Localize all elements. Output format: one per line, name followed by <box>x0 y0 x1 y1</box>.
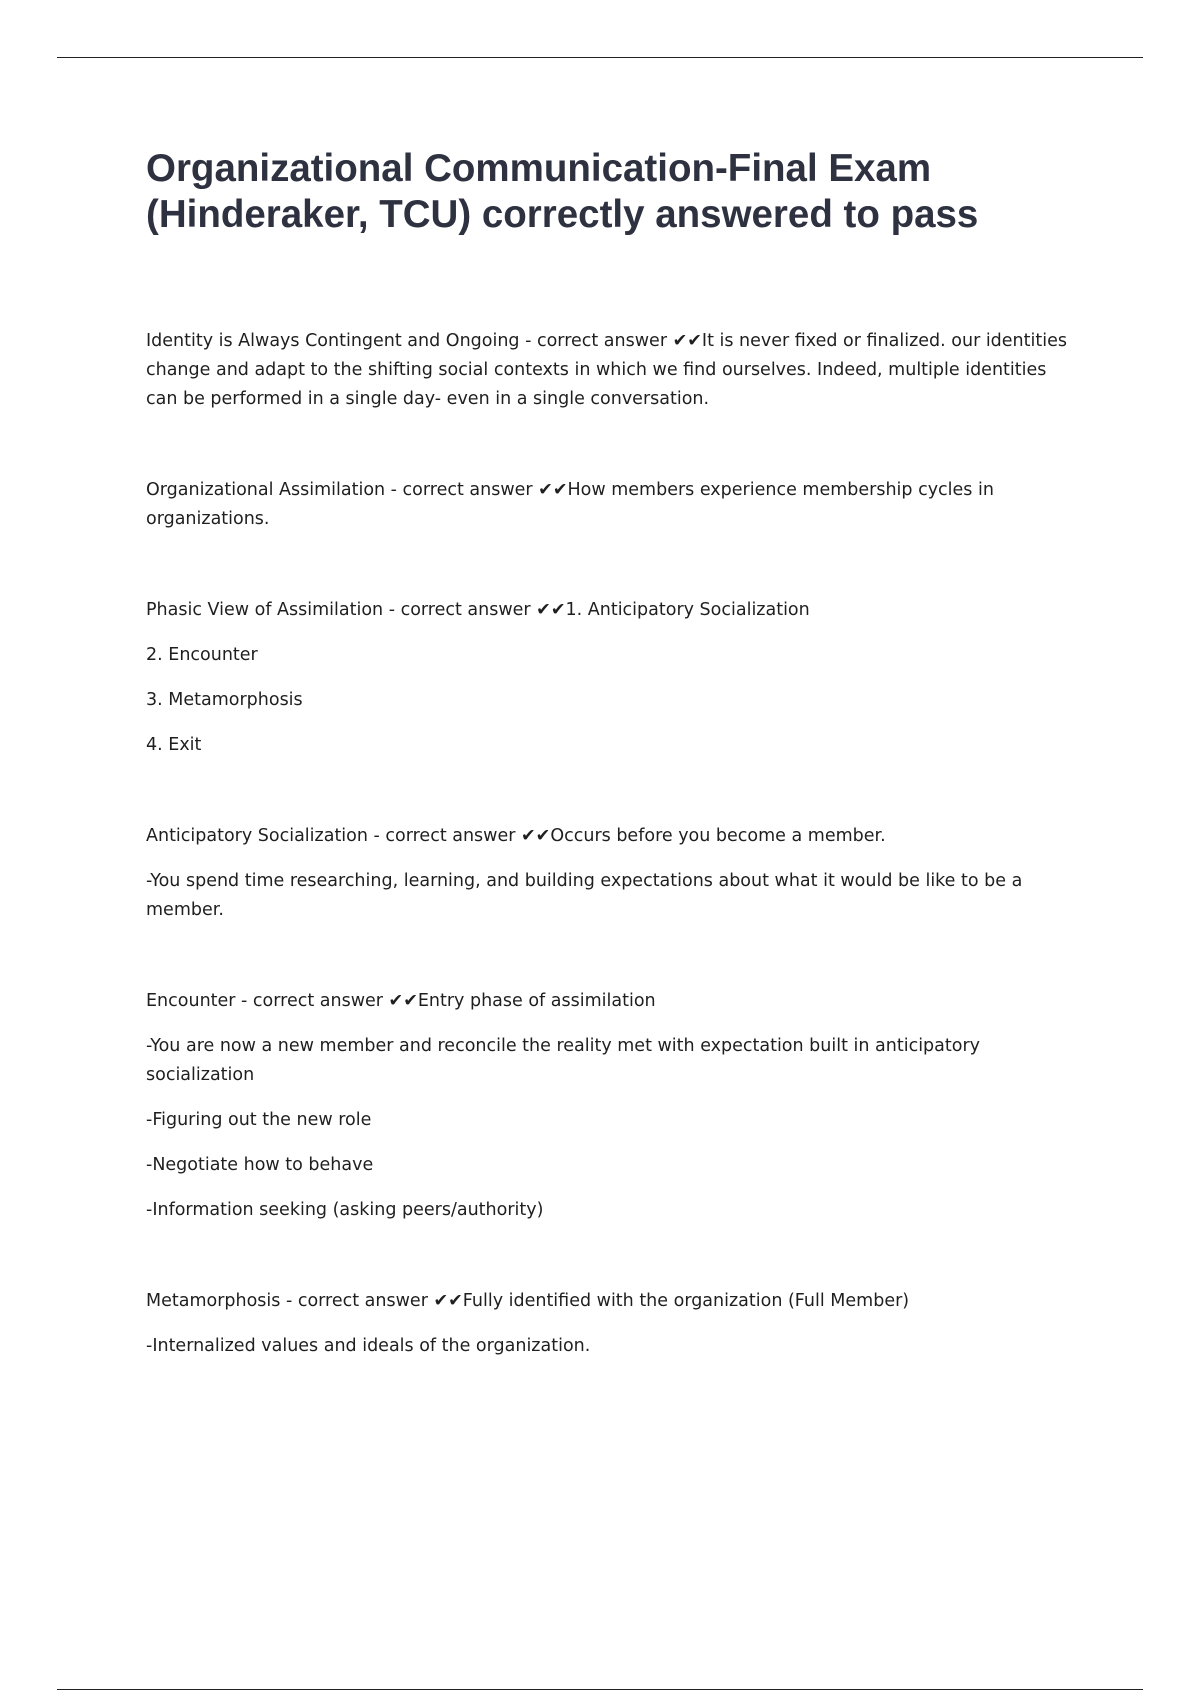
entry-phasic-view <box>146 596 1076 760</box>
entry-encounter <box>146 987 1076 1225</box>
entry-line: Identity is Always Contingent and Ongoing - correct answer ✔✔It is never fixed or finalized. our identities change and adapt to the shifting social contexts in which we find ourselves. Indeed, multiple identities can be performed in a single day- even in a single conversation. <box>146 331 1067 409</box>
entry-line: -You spend time researching, learning, and building expectations about what it would be like to be a member. <box>146 871 1023 920</box>
entry-line: 2. Encounter <box>146 645 258 665</box>
entry-line: -Figuring out the new role <box>146 1110 372 1130</box>
entry-line: 3. Metamorphosis <box>146 690 303 710</box>
document-body <box>146 327 1076 1423</box>
top-divider <box>57 57 1143 58</box>
entry-line: -Negotiate how to behave <box>146 1155 374 1175</box>
entry-identity-contingent <box>146 327 1076 414</box>
entry-line: Encounter - correct answer ✔✔Entry phase of assimilation <box>146 991 656 1011</box>
entry-anticipatory-socialization <box>146 822 1076 925</box>
entry-line: Phasic View of Assimilation - correct answer ✔✔1. Anticipatory Socialization <box>146 600 810 620</box>
entry-line: 4. Exit <box>146 735 202 755</box>
entry-organizational-assimilation <box>146 476 1076 534</box>
entry-line: Metamorphosis - correct answer ✔✔Fully identified with the organization (Full Member) <box>146 1291 910 1311</box>
entry-line: Anticipatory Socialization - correct answer ✔✔Occurs before you become a member. <box>146 826 886 846</box>
entry-line: -You are now a new member and reconcile the reality met with expectation built in anticipatory socialization <box>146 1036 981 1085</box>
entry-line: Organizational Assimilation - correct answer ✔✔How members experience membership cycles in organizations. <box>146 480 994 529</box>
entry-metamorphosis <box>146 1287 1076 1361</box>
bottom-divider <box>57 1689 1143 1690</box>
entry-line: -Internalized values and ideals of the organization. <box>146 1336 591 1356</box>
entry-line: -Information seeking (asking peers/authority) <box>146 1200 544 1220</box>
document-title: Organizational Communication-Final Exam (Hinderaker, TCU) correctly answered to pass <box>146 147 979 236</box>
